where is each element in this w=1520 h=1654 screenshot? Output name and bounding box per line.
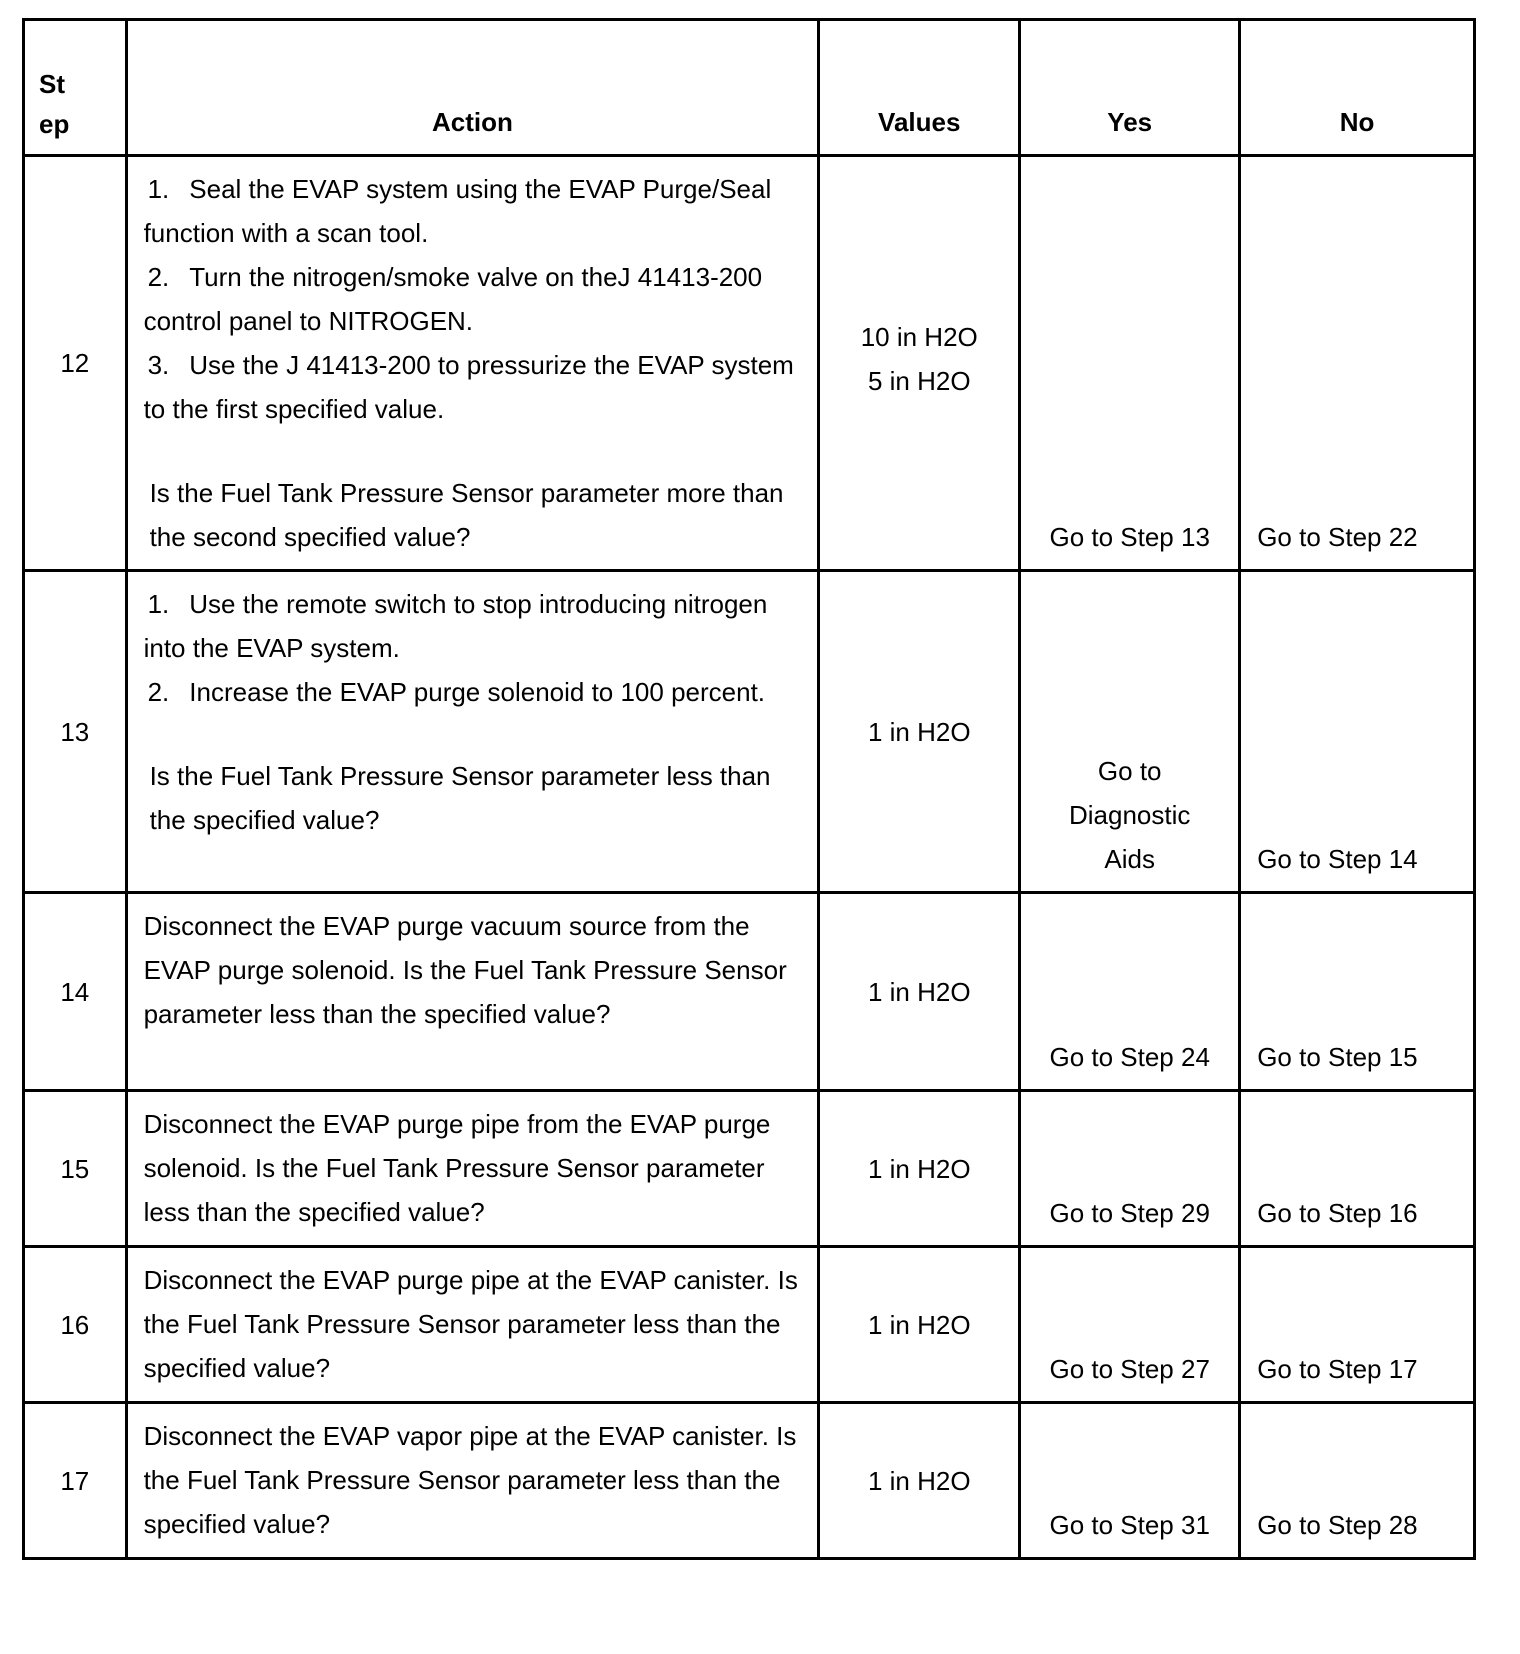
value-line: 1 in H2O bbox=[867, 976, 971, 1007]
yes-cell bbox=[1020, 1247, 1240, 1403]
table-header-row bbox=[24, 20, 1475, 156]
no-cell: Go to Step 28 bbox=[1240, 1403, 1475, 1559]
values-cell bbox=[819, 156, 1020, 571]
step-number: 13 bbox=[24, 571, 127, 893]
yes-cell bbox=[1020, 571, 1240, 893]
step-number: 15 bbox=[24, 1091, 127, 1247]
yes-text: Go to Step 27 bbox=[1049, 1354, 1210, 1384]
action-question: Disconnect the EVAP purge vacuum source from the EVAP purge solenoid. Is the Fuel Tank Pressure Sensor parameter less than the specified value? bbox=[143, 911, 787, 1029]
no-cell: Go to Step 15 bbox=[1240, 893, 1475, 1091]
yes-cell bbox=[1020, 156, 1240, 571]
action-cell bbox=[126, 1403, 819, 1559]
yes-text: Go to Step 31 bbox=[1049, 1510, 1210, 1540]
action-question: Disconnect the EVAP vapor pipe at the EVAP canister. Is the Fuel Tank Pressure Sensor parameter less than the specified value? bbox=[143, 1421, 797, 1539]
no-cell: Go to Step 17 bbox=[1240, 1247, 1475, 1403]
header-action: Action bbox=[126, 20, 819, 156]
header-no: No bbox=[1240, 20, 1475, 156]
action-cell bbox=[126, 1091, 819, 1247]
yes-text: Go to Step 29 bbox=[1049, 1198, 1210, 1228]
values-cell bbox=[819, 1091, 1020, 1247]
step-number: 16 bbox=[24, 1247, 127, 1403]
table-row bbox=[24, 1247, 1475, 1403]
no-cell: Go to Step 14 bbox=[1240, 571, 1475, 893]
action-item: 2. Increase the EVAP purge solenoid to 100 percent. bbox=[147, 677, 766, 707]
header-yes: Yes bbox=[1020, 20, 1240, 156]
value-line: 1 in H2O bbox=[867, 1465, 971, 1496]
header-step-label: St ep bbox=[39, 69, 70, 139]
value-line: 10 in H2O bbox=[860, 322, 978, 352]
table-body bbox=[24, 156, 1475, 1559]
yes-cell bbox=[1020, 893, 1240, 1091]
action-question: Disconnect the EVAP purge pipe from the EVAP purge solenoid. Is the Fuel Tank Pressure Sensor parameter less than the specified value? bbox=[143, 1109, 771, 1227]
action-item: 1. Seal the EVAP system using the EVAP Purge/Seal function with a scan tool. bbox=[143, 174, 772, 248]
table-row bbox=[24, 571, 1475, 893]
value-line: 5 in H2O bbox=[867, 366, 971, 396]
table-row bbox=[24, 1403, 1475, 1559]
yes-cell bbox=[1020, 1091, 1240, 1247]
header-step bbox=[24, 20, 127, 156]
table-row bbox=[24, 1091, 1475, 1247]
table-row bbox=[24, 893, 1475, 1091]
values-cell bbox=[819, 1247, 1020, 1403]
action-cell bbox=[126, 571, 819, 893]
action-question: Disconnect the EVAP purge pipe at the EVAP canister. Is the Fuel Tank Pressure Sensor parameter less than the specified value? bbox=[143, 1265, 798, 1383]
value-line: 1 in H2O bbox=[867, 1153, 971, 1184]
values-cell bbox=[819, 1403, 1020, 1559]
step-number: 14 bbox=[24, 893, 127, 1091]
yes-text: Go to Diagnostic Aids bbox=[1069, 756, 1191, 874]
values-cell bbox=[819, 893, 1020, 1091]
value-line: 1 in H2O bbox=[867, 716, 971, 747]
action-question: Is the Fuel Tank Pressure Sensor parameter less than the specified value? bbox=[149, 761, 771, 835]
no-cell: Go to Step 22 bbox=[1240, 156, 1475, 571]
diagnostic-table bbox=[22, 18, 1476, 1560]
action-item: 1. Use the remote switch to stop introducing nitrogen into the EVAP system. bbox=[143, 589, 768, 663]
yes-text: Go to Step 24 bbox=[1049, 1042, 1210, 1072]
step-number: 17 bbox=[24, 1403, 127, 1559]
action-item: 3. Use the J 41413-200 to pressurize the EVAP system to the first specified value. bbox=[143, 350, 794, 424]
value-line: 1 in H2O bbox=[867, 1309, 971, 1340]
no-cell: Go to Step 16 bbox=[1240, 1091, 1475, 1247]
step-number: 12 bbox=[24, 156, 127, 571]
values-cell bbox=[819, 571, 1020, 893]
action-item: 2. Turn the nitrogen/smoke valve on theJ 41413-200 control panel to NITROGEN. bbox=[143, 262, 763, 336]
action-cell bbox=[126, 156, 819, 571]
table-row bbox=[24, 156, 1475, 571]
action-cell bbox=[126, 893, 819, 1091]
yes-cell bbox=[1020, 1403, 1240, 1559]
action-question: Is the Fuel Tank Pressure Sensor parameter more than the second specified value? bbox=[149, 478, 784, 552]
action-cell bbox=[126, 1247, 819, 1403]
yes-text: Go to Step 13 bbox=[1049, 522, 1210, 552]
header-values: Values bbox=[819, 20, 1020, 156]
